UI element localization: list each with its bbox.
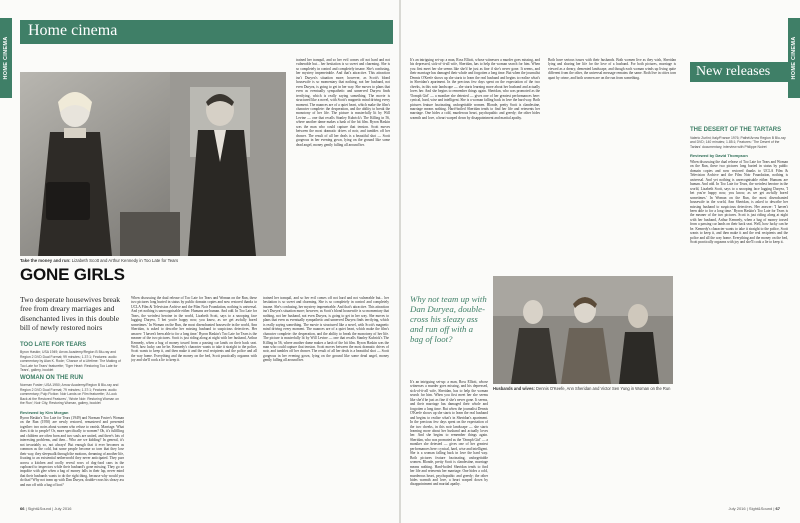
body-column-4b: It's an intriguing set-up: a man, Ross Elliott, whose witnesses a murder goes missing, and his depressed, sick-of-it-all wife, Sheridan, has to help the woman search for him. When you first meet her she seems like she'd be just as fine if she's never gone. It seems, and their marriage has damaged their whole and forgotten a long time. But when the journalist Dennis O'Keefe shows up she starts to learn the real husband and begins to realise what's in Sheridan's apartment. In the precious few days spent on the expectation of the two cheeks, in this noir landscape — she starts learning more about her husband and actually loves her. And she begins to remember things again. Sheridan, who was promoted as the 'Oomph Girl' — a moniker she detested — gives one of her greatest performances here: cynical, hard, wise and intelligent. She is a woman falling back in love the hard way. Both pictures feature fascinating, unforgettable women. Blonde, pretty Scott is clandestine, marriage means nothing. Hard-boiled Sheridan tends to find her life and reinvents her marriage. One hides a cold, murderous heart, psychopathic and greedy; the other hides warmth and love, a heart warped down by disappointment and marital apathy. [410,380,488,487]
article-standfirst: Two desperate housewives break free from dreary marriages and disenchanted lives in this double bill of newly restored noirs [20,295,121,333]
folio-right: July 2016 | Sight&Sound | 67 [728,506,780,511]
folio-left: 66 | Sight&Sound | July 2016 [20,506,72,511]
review-box-heading-woman: WOMAN ON THE RUN [20,375,83,381]
article-headline: GONE GIRLS [20,265,125,284]
pull-quote: Why not team up with Dan Duryea, double-cross his sleazy ass and run off with a bag of loot? [410,294,487,344]
new-release-reviewer: Reviewed by David Thompson [690,153,748,158]
review-box-credits-too-late: Byron Haskin; USA 1949; Arrow Academy/Region B Blu-ray and Region 2 DVD Dual Format; 99 minutes; 1.37:1; Features: audio commentary by Alan K. Rode; 'Chance of a Lifetime: The Making of Too Late for Tears' featurette; 'Tiger Heart: Restoring Too Late for Tears', gallery, booklet [20,350,121,372]
review-box-credits-woman: Norman Foster; USA 1950; Arrow Academy/Region B Blu-ray and Region 2 DVD Dual Format; 79 minutes; 1.37:1; Features: audio commentary; Pulp Fiction: Noir Lands on Film featurette; 'A Look Back at the Restored Features', 'Wrote Noir: Restoring Woman on the Run'; Noir City, Restoring Woman, gallery, booklet [20,383,119,405]
body-column-5: Both have serious issues with their husbands. Both women live as they wish, Sheridan lying and sharing her life for the love of a husband. For both pictures, marriage is viewed as a dreary, demented landscape, and though each woman winds up living quite different from the other, the universal message remains the same. Both live in cities torn apart by crime, and both women are on the run from something. [548,58,676,80]
body-column-2b: trained her tranquil, and so her evil comes off not hard and not vulnerable but... her hesitation is so sweet and charming. She is so completely in control and completely insane. She's confusing, her mystery impenetrable. And that's attractive. This attraction isn't Duryea's situation more; however, as Scott's blond housewife is so momentary that nothing, not her husband, not even Duryea, is going to get in her way. She moves to plans that even as eventually sympathetic and unnerved Duryea finds terrifying, which is really saying something. The movie is structured like a novel, with Scott's magnetic mind driving every moment. The nuances are of a quiet heart, which make the film's character complete: the desperation, and the ability to break the monotony of her life. The picture is masterfully lit by Will Levine — one that recalls Stanley Kubrick's The Killing in 56, where another dame makes a hash of the hit film. Byron Haskin was the man who could capture that tension. Scott moves between the most dramatic drives of noir, and tumbles off her drawer. The result of all her deals is a beautiful shot — Scott gorgeous in her evening gown, lying on the ground like some dead angel, money gently falling all around her. [263,296,389,363]
new-release-heading: THE DESERT OF THE TARTARS [690,127,782,133]
review-box-heading-too-late: TOO LATE FOR TEARS [20,342,87,348]
second-photo-caption: Husbands and wives: Dennis O'Keefe, Ann Sheridan and Victor Sen Yung in Woman on the Run [493,386,671,391]
feature-photo-illustration [20,72,286,256]
feature-photo [20,72,286,256]
left-page [0,0,399,523]
new-release-body: When discussing the dual release of Too Late for Tears and Woman on the Run, these two pictures long buried in status by public domain copies and now restored thanks to UCLA Film & Television Archive and the Film Noir Foundation, nothing is universal. And yet nothing is unrecognisable either. Humans are human. And odd. In Too Late for Tears, the weirdest heroine in the world, Lizabeth Scott, says to a snooping face lugging Duryea, 'I bet you're happy now, you know, as we get awfully bored sometimes.' In Woman on the Run, the most disenchanted housewife in the world, Ann Sheridan, is asked to describe her missing husband to suspicious detectives. Her answer: 'I haven't been able to for a long time.' Byron Haskin's Too Late for Tears is the meaner of the two pictures. Scott is just riding along at night with her husband, Arthur Kennedy, when a bag of money tossed from a passing car lands on their back seat. Well, how lucky can he be. Kennedy's character wants to take it straight to the police, Scott wants to keep it, and then make it and the real recipients and the police and all the way home. Everything and the money on the bed, Scott practically orgasms with joy and she'll cook a lie to keep it. [690,160,788,245]
body-column-1: Byron Haskin's Too Late for Tears (1949) and Norman Foster's Woman on the Run (1950) are newly restored, remastered and presented together: two noirs about women who refuse to vanish. Marriage. What does it do to people? Or, more specifically to women? Oh, it's fulfilling and children are often born and two souls are united, and there's lots of interesting problems, and then... Who are we kidding? In general, it's not invariably so, not always! But enough that it ever becomes as common as the cold, but some people become so torn that they lose their way, they sleepwalk through the motions, dreaming of another life, fixating to an existential netherworld they never anticipated. They purr across a kitchen and coolly reveal rows of dog-food cans in the cupboard to inspectors while their husband's gone missing. They go so impolite with glee when a bag of money falls in their lap, never mind that their husbands wants to do the right thing, because why would you do that? Why not team up with Dan Duryea, double-cross his sleazy ass and run off with a bag of loot? [20,416,124,487]
second-photo-illustration [493,276,673,384]
body-column-4: It's an intriguing set-up: a man, Ross Elliott, whose witnesses a murder goes missing, and his depressed, sick-of-it-all wife, Sheridan, has to help the woman search for him. When you first meet her she seems like she'd be just as fine if she's never gone. It seems, and their marriage has damaged their whole and forgotten a long time. But when the journalist Dennis O'Keefe shows up she starts to learn the real husband and begins to realise what's in Sheridan's apartment. In the precious few days spent on the expectation of the two cheeks, in this noir landscape — she starts learning more about her husband and actually loves her. And she begins to remember things again. Sheridan, who was promoted as the 'Oomph Girl' — a moniker she detested — gives one of her greatest performances here: cynical, hard, wise and intelligent. She is a woman falling back in love the hard way. Both pictures feature fascinating, unforgettable women. Blonde, pretty Scott is clandestine, marriage means nothing. Hard-boiled Sheridan tends to find her life and reinvents her marriage. One hides a cold, murderous heart, psychopathic and greedy; the other hides warmth and love, a heart warped down by disappointment and marital apathy. [410,58,540,120]
section-side-tab-right: HOME CINEMA [788,18,800,98]
body-column-3: trained her tranquil, and so her evil comes off not hard and not vulnerable but... her hesitation is so sweet and charming. She is so completely in control and completely insane. She's confusing, her mystery impenetrable. And that's attractive. This attraction isn't Duryea's situation more; however, as Scott's blond housewife is so momentary that nothing, not her husband, not even Duryea, is going to get in her way. She moves to plans that even as eventually sympathetic and unnerved Duryea finds terrifying, which is really saying something. The movie is structured like a novel, with Scott's magnetic mind driving every moment. The nuances are of a quiet heart, which make the film's character complete: the desperation, and the ability to break the monotony of her life. The picture is masterfully lit by Will Levine — one that recalls Stanley Kubrick's The Killing in 56, where another dame makes a hash of the hit film. Byron Haskin was the man who could capture that tension. Scott moves between the most dramatic drives of noir, and tumbles off her drawer. The result of all her deals is a beautiful shot — Scott gorgeous in her evening gown, lying on the ground like some dead angel, money gently falling all around her. [296,58,390,147]
new-releases-title: New releases [696,64,771,79]
reviewer-byline: Reviewed by Kim Morgan [20,410,69,415]
feature-photo-caption: Take the money and run: Lizabeth Scott and Arthur Kennedy in Too Late for Tears [20,258,179,263]
new-release-credits: Valerio Zurlini; Italy/France 1976; Pathé/Arrow Region B Blu-ray and DVD; 140 minutes; 1.85:1; Features: 'The Desert of the Tartars' documentary, interview with Philippe Noiret [690,136,786,149]
body-column-2: When discussing the dual release of Too Late for Tears and Woman on the Run, these two pictures long buried in status by public domain copies and now restored thanks to UCLA Film & Television Archive and the Film Noir Foundation, nothing is universal. And yet nothing is unrecognisable either. Humans are human. And odd. In Too Late for Tears, the weirdest heroine in the world, Lizabeth Scott, says to a snooping face lugging Duryea, 'I bet you're happy now, you know, as we get awfully bored sometimes.' In Woman on the Run, the most disenchanted housewife in the world, Ann Sheridan, is asked to describe her missing husband to suspicious detectives. Her answer: 'I haven't been able to for a long time.' Byron Haskin's Too Late for Tears is the meaner of the two pictures. Scott is just riding along at night with her husband, Arthur Kennedy, when a bag of money tossed from a passing car lands on their back seat. Well, how lucky can he be. Kennedy's character wants to take it straight to the police, Scott wants to keep it, and then make it and the real recipients and the police and all the way home. Everything and the money on the bed, Scott practically orgasms with joy and she'll cook a lie to keep it. [131,296,257,363]
section-side-tab-left: HOME CINEMA [0,18,12,98]
second-photo [493,276,673,384]
section-title: Home cinema [28,22,118,39]
new-releases-header [690,62,788,82]
section-header-bar [20,20,393,44]
